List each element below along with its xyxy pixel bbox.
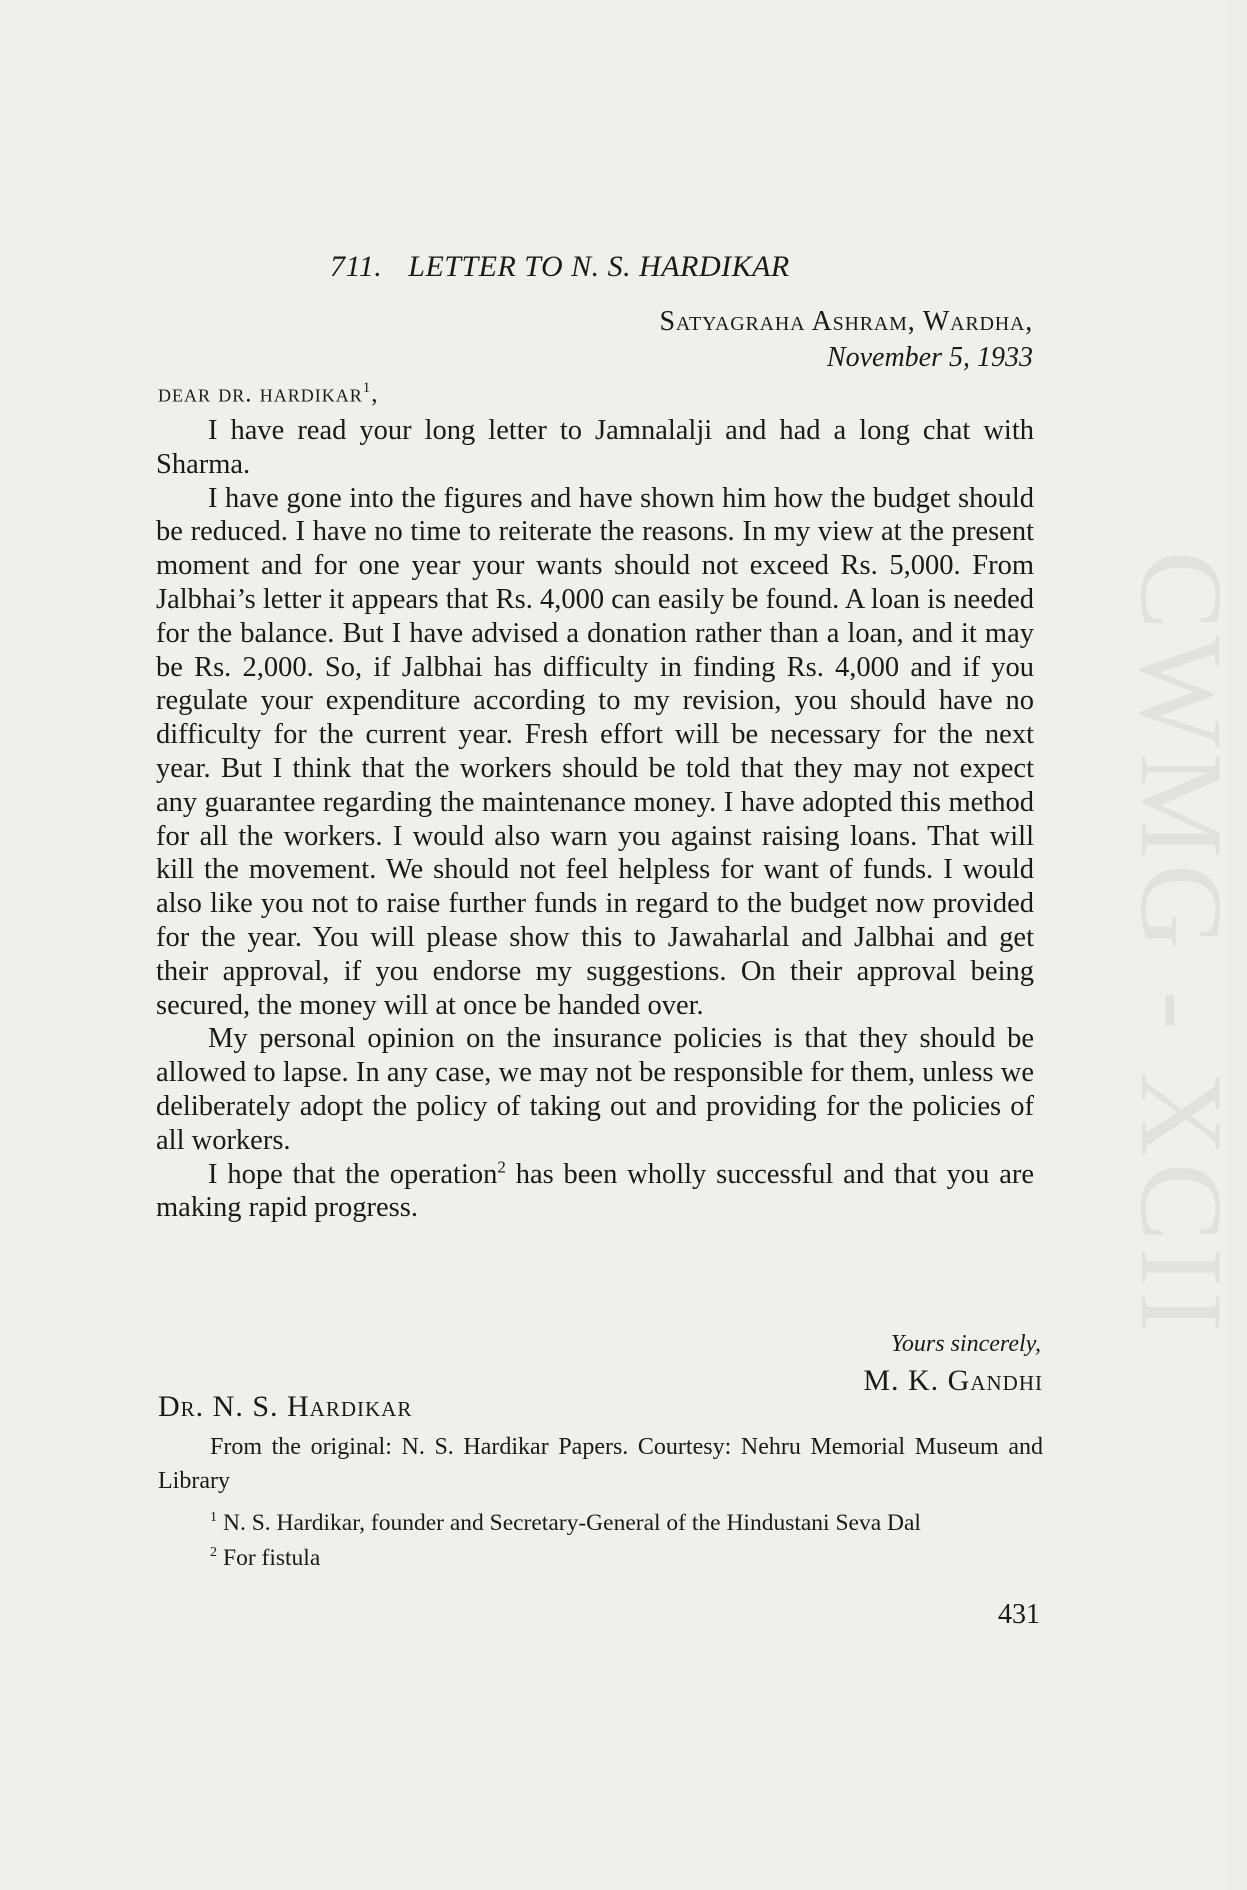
footnote-mark: 1 [210,1510,217,1525]
page-number: 431 [998,1599,1040,1630]
footnote-2 [210,1538,1050,1573]
footnote-ref-2: 2 [497,1157,506,1177]
paragraph: I have gone into the figures and have shown him how the budget should be reduced. I have no time to reiterate the reasons. In my view at the present moment and for one year your wants should not exceed Rs. 5,000. From Jalbhai’s letter it appears that Rs. 4,000 can easily be found. A loan is needed for the balance. But I have advised a donation rather than a loan, and it may be Rs. 2,000. So, if Jalbhai has difficulty in finding Rs. 4,000 and if you regulate your expenditure according to my revision, you should have no difficulty for the current year. Fresh effort will be necessary for the next year. But I think that the workers should be told that they may not expect any guarantee regarding the maintenance money. I have adopted this method for all the workers. I would also warn you against raising loans. That will kill the movement. We should not feel helpless for want of funds. I would also like you not to raise further funds in regard to the budget now provided for the year. You will please show this to Jawaharlal and Jalbhai and get their approval, if you endorse my suggestions. On their approval being secured, the money will at once be handed over. [156,482,1034,1021]
footnotes [210,1503,1050,1573]
salutation-trail: , [371,380,379,408]
paragraph-text: I hope that the operation [208,1158,498,1190]
dateline-date: November 5, 1933 [826,342,1033,373]
source-note: From the original: N. S. Hardikar Papers. Courtesy: Nehru Memorial Museum and Library [158,1434,1043,1494]
letter-heading [330,250,790,284]
salutation-text: dear dr. hardikar [158,380,363,408]
signature-surname: Gandhi [947,1364,1043,1397]
paragraph: My personal opinion on the insurance policies is that they should be allowed to lapse. In any case, we may not be responsible for them, unless we deliberately adopt the policy of taking out and providing for the policies of all workers. [156,1023,1034,1156]
paragraph: I have read your long letter to Jamnalalji and had a long chat with Sharma. [156,415,1034,480]
footnote-ref-1: 1 [362,380,372,396]
footnote-1 [210,1503,1050,1538]
dateline-place: Satyagraha Ashram, Wardha, [659,306,1033,337]
letter-number: 711. [330,250,383,283]
signature-initials: M. K. [863,1364,948,1397]
letter-title: LETTER TO N. S. HARDIKAR [408,250,790,283]
footnote-mark: 2 [210,1544,217,1560]
signature [863,1364,1043,1398]
footnote-text: For fistula [223,1544,321,1571]
paragraph-text: has been wholly successful and that you are making rapid progress. [156,1158,1034,1224]
salutation [158,380,379,408]
paragraph [156,1158,1034,1226]
closing: Yours sincerely, [890,1331,1041,1357]
watermark: CWMG - XCII [1116,551,1247,1339]
footnote-text: N. S. Hardikar, founder and Secretary-General of the Hindustani Seva Dal [223,1509,921,1536]
letter-body [156,414,1034,1225]
addressee: Dr. N. S. Hardikar [158,1390,413,1423]
